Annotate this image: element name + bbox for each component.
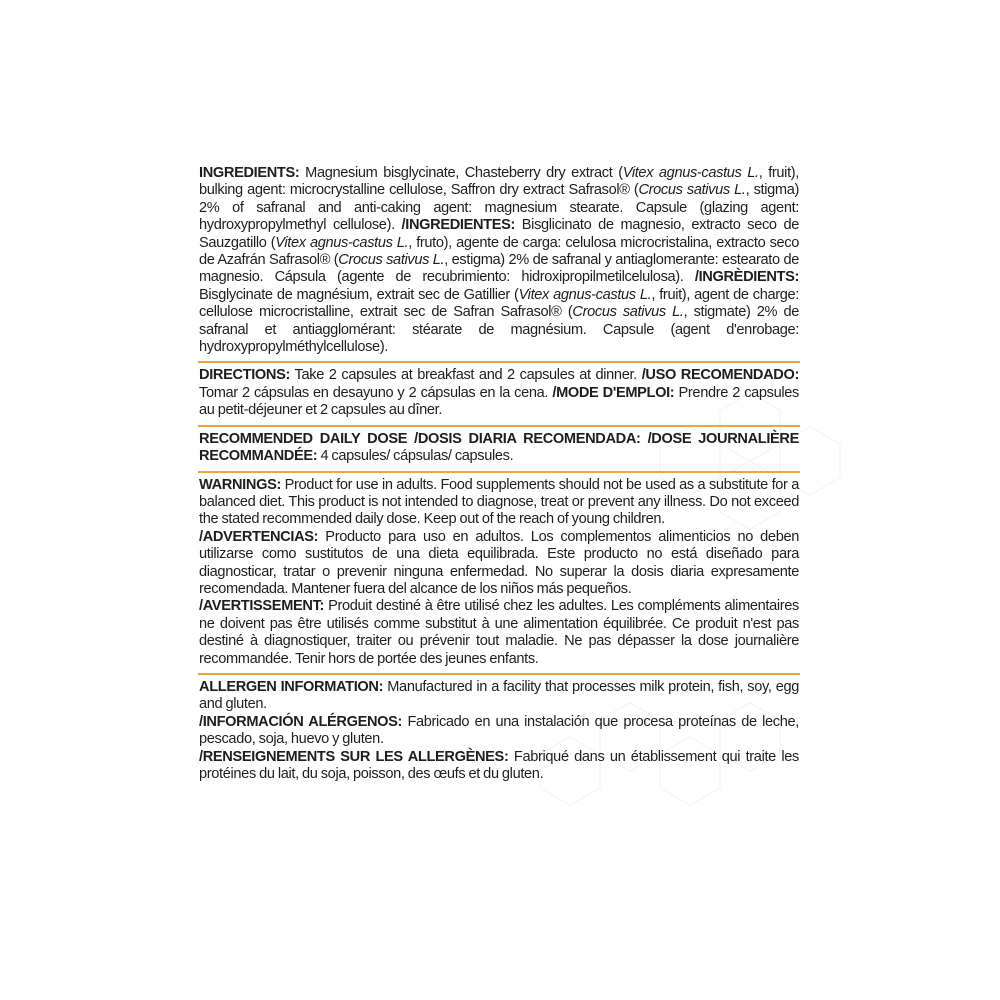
ingredients-text-fr-2: , fruit), agent de charge: cellulose microcristalline, extrait sec de Safran Safrasol® ( xyxy=(199,286,799,321)
warnings-text-es: Producto para uso en adultos. Los complementos alimenticios no deben utilizarse como sustitutos de una dieta equilibrada. Este producto no está diseñado para diagnosticar, tratar o prevenir ninguna enfermedad. No superar la dosis diaria expresamente recomendada. Mantener fuera del alcance de los niños más pequeños. xyxy=(199,528,799,597)
ingredients-text-es-2: , fruto), agente de carga: celulosa microcristalina, extracto seco de Azafrán Safrasol® ( xyxy=(199,234,800,269)
warnings-paragraph-es xyxy=(199,529,799,599)
ingredients-text-en-3: , stigma) 2% of safranal and anti-caking agent: magnesium stearate. Capsule (glazing agent: hydroxypropylmethyl cellulose). xyxy=(199,182,799,234)
ingredients-text-en-1: Magnesium bisglycinate, Chasteberry dry extract ( xyxy=(299,165,623,181)
ingredients-latin-crocus-en: Crocus sativus L. xyxy=(638,182,746,199)
warnings-section xyxy=(198,477,800,671)
section-divider xyxy=(198,425,800,427)
ingredients-latin-crocus-es: Crocus sativus L. xyxy=(338,252,445,269)
directions-paragraph xyxy=(199,367,799,419)
ingredients-text-en-2: , fruit), bulking agent: microcrystalline cellulose, Saffron dry extract Safrasol® ( xyxy=(199,165,799,199)
ingredients-text-fr-1: Bisglycinate de magnésium, extrait sec de Gatillier ( xyxy=(199,286,519,303)
allergen-paragraph-fr xyxy=(199,749,799,784)
ingredients-section xyxy=(198,165,800,359)
daily-dose-paragraph xyxy=(199,431,799,466)
directions-text-es: Tomar 2 cápsulas en desayuno y 2 cápsulas en la cena. xyxy=(199,384,553,401)
ingredients-paragraph xyxy=(199,165,799,356)
directions-section xyxy=(198,367,800,422)
allergen-heading-es: /INFORMACIÓN ALÉRGENOS: xyxy=(199,713,403,730)
warnings-heading-es: /ADVERTENCIAS: xyxy=(199,528,319,545)
daily-dose-section xyxy=(198,431,800,469)
allergen-text-en: Manufactured in a facility that processes milk protein, fish, soy, egg and gluten. xyxy=(199,678,799,713)
directions-text-en: Take 2 capsules at breakfast and 2 capsules at dinner. xyxy=(290,367,642,384)
directions-heading-es: /USO RECOMENDADO: xyxy=(641,367,799,384)
allergen-text-es: Fabricado en una instalación que procesa proteínas de leche, pescado, soja, huevo y gluten. xyxy=(199,713,799,748)
section-divider xyxy=(198,471,800,473)
allergen-heading-en: ALLERGEN INFORMATION: xyxy=(199,678,384,695)
ingredients-heading-fr: /INGRÈDIENTS: xyxy=(694,269,799,286)
daily-dose-heading: RECOMMENDED DAILY DOSE /DOSIS DIARIA RECOMENDADA: /DOSE JOURNALIÈRE RECOMMANDÉE: xyxy=(199,430,799,465)
section-divider xyxy=(198,673,800,675)
allergen-section xyxy=(198,679,800,786)
ingredients-latin-vitex-es: Vitex agnus-castus L. xyxy=(275,234,409,251)
ingredients-latin-vitex-en: Vitex agnus-castus L. xyxy=(622,165,759,181)
warnings-text-en: Product for use in adults. Food supplements should not be used as a substitute for a balanced diet. This product is not intended to diagnose, treat or prevent any illness. Do not exceed the stated recommended daily dose. Keep out of the reach of young children. xyxy=(199,476,799,528)
warnings-paragraph-en xyxy=(199,477,799,529)
daily-dose-value: 4 capsules/ cápsulas/ capsules. xyxy=(317,448,514,465)
ingredients-text-es-1: Bisglicinato de magnesio, extracto seco de Sauzgatillo ( xyxy=(199,217,799,251)
allergen-paragraph-en xyxy=(199,679,799,714)
ingredients-heading-en: INGREDIENTS: xyxy=(199,165,300,181)
ingredients-latin-crocus-fr: Crocus sativus L. xyxy=(572,304,684,321)
directions-heading-en: DIRECTIONS: xyxy=(199,367,291,384)
product-label-text-panel xyxy=(198,165,800,786)
directions-text-fr: Prendre 2 capsules au petit-déjeuner et 2 capsules au dîner. xyxy=(199,384,799,419)
allergen-paragraph-es xyxy=(199,714,799,749)
warnings-heading-fr: /AVERTISSEMENT: xyxy=(199,598,325,615)
warnings-heading-en: WARNINGS: xyxy=(199,476,281,493)
section-divider xyxy=(198,361,800,363)
ingredients-text-es-3: , estigma) 2% de safranal y antiaglomerante: estearato de magnesio. Cápsula (agente de recubrimiento: hidroxipropilmetilcelulosa). xyxy=(199,252,799,286)
directions-heading-fr: /MODE D'EMPLOI: xyxy=(552,384,675,401)
warnings-text-fr: Produit destiné à être utilisé chez les adultes. Les compléments alimentaires ne doivent pas être utilisés comme substitut à une alimentation équilibrée. Ce produit n'est pas destiné à diagnostiquer, traiter ou prévenir tout maladie. Ne pas dépasser la dose journalière recommandée. Tenir hors de portée des jeunes enfants. xyxy=(199,598,799,667)
ingredients-heading-es: /INGREDIENTES: xyxy=(401,217,516,234)
ingredients-text-fr-3: , stigmate) 2% de safranal et antiagglomérant: stéarate de magnésium. Capsule (agent d'enrobage: hydroxypropylméthylcellulose). xyxy=(199,304,800,356)
warnings-paragraph-fr xyxy=(199,598,799,668)
allergen-text-fr: Fabriqué dans un établissement qui traite les protéines du lait, du soja, poisson, des œufs et du gluten. xyxy=(199,748,799,782)
allergen-heading-fr: /RENSEIGNEMENTS SUR LES ALLERGÈNES: xyxy=(199,748,509,765)
ingredients-latin-vitex-fr: Vitex agnus-castus L. xyxy=(518,286,652,303)
